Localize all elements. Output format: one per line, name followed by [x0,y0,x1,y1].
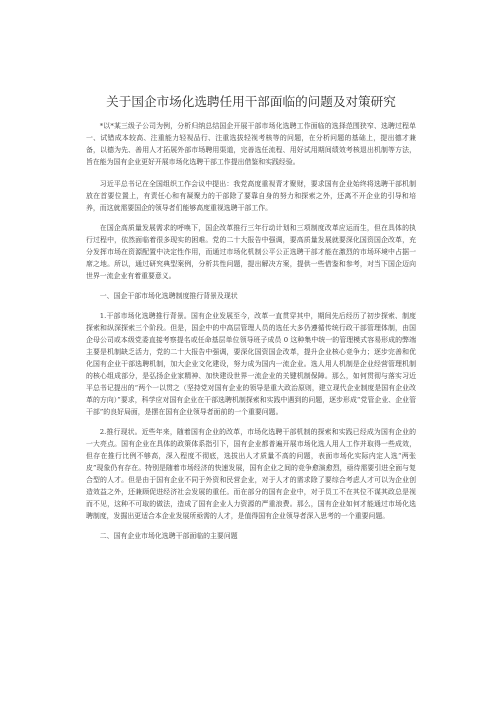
section-1-heading: 一、国企干部市场化选聘制度推行背景及现状 [99,292,238,300]
intro-paragraph-2: 在国企高质量发展需求的呼唤下，国企改革推行三年行动计划和三项制度改革应运而生，但在具体的执行过程中，依然面临着很多现实的困难。党的二十大报告中强调，要高质量发展就要深化国资国企改革，充分发挥市场在资源配置中决定性作用，而通过市场化机制公平公正选聘干部才能在激烈的市场环境中占据一席之地。所以，通过研究典型案例，分析共性问题，提出解决方案，提供一些借鉴和参考，对当下国企迈向世界一流企业有着重要意义。 [86,224,416,280]
section-1-paragraph-2: 2.推行现状。近些年来，随着国有企业的改革，市场化选聘干部机制的探索和实践已经成为国有企业的一大亮点。国有企业在具体的政策体系指引下，国有企业都普遍开展市场化选人用人工作并取得一些成效，但存在推行比例不够高，深入程度不彻底，选拔出人才质量不高的问题，表面市场化实际内定人选“两张皮”现象仍有存在。特别是随着市场经济的快速发展，国有企业之间的竞争愈演愈烈，亟待需要引进全面与复合型的人才。但是由于国有企业不同于外资和民营企业，对于人才的需求除了要综合考虑人才可以为企业创造效益之外，还兼顾促进经济社会发展的重任。而在部分的国有企业中，对于员工不在其位不谋其政总是视而不见，这种不可取的做法，造成了国有企业人力资源的严重浪费。那么，国有企业如何才能通过市场化选聘制度，发掘出更适合本企业发展所亟需的人才，是值得国有企业领导者深入思考的一个重要问题。 [86,428,416,520]
document-title: 关于国企市场化选聘任用干部面临的问题及对策研究 [106,94,396,109]
section-2-heading: 二、国有企业市场化选聘干部面临的主要问题 [99,532,238,540]
document-page [86,94,416,550]
section-1-paragraph-1: 1.干部市场化选聘推行背景。国有企业发展至今，改革一直贯穿其中，期间先后经历了初步探索、制度探索和纵深探索三个阶段。但是，国企中的中高层管理人员的选任大多仍遵循传统行政干部管理体制，由国企母公司或本级党委直接考察提名或任命基层单位领导班子成员 0 这种集中统一的管理模式容易形成的弊端主要是机制缺乏活力，党的二十大报告中强调，要深化国资国企改革，提升企业核心竞争力；逐步完善和优化国有企业干部选聘机制，加大企业文化建设，努力成为国内一流企业。选人用人机制是企业经营管理机制的核心组成部分，是弘扬企业家精神、加快建设世界一流企业的关键机制保障。那么，如何贯彻与落实习近平总书记提出的“两个一以贯之（坚持党对国有企业的领导是重大政治原则，建立现代企业制度是国有企业改革的方向）”要求，科学应对国有企业在干部选聘机制探索和实践中遇到的问题，逐步形成“党管企业、企业管干部”的良好局面，是摆在国有企业领导者面前的一个重要问题。 [86,312,416,416]
abstract-paragraph: *以*某三级子公司为例，分析归纳总结国企开展干部市场化选聘工作面临的选择范围狭窄、选聘过程单一、试错成本较高、注重能力轻视品行、注重选拔轻视考核等的问题，在分析问题的基础上，提出德才兼备，以德为先、善用人才拓展外部市场聘用渠道，完善选任流程、用好试用期间绩效考核退出机制等方法，旨在能为国有企业更好开展市场化选聘干部工作提出借鉴和实践经验。 [86,122,416,166]
intro-paragraph-1: 习近平总书记在全国组织工作会议中提出：我党高度重视青才聚财，要求国有企业始终将选聘干部机制放在首要位置上，有责任心和有凝聚力的干部除了要靠自身的努力和探索之外，还离不开企业的引导和培养，而这就需要国企的领导者们能够高度重视选聘干部工作。 [86,180,416,212]
